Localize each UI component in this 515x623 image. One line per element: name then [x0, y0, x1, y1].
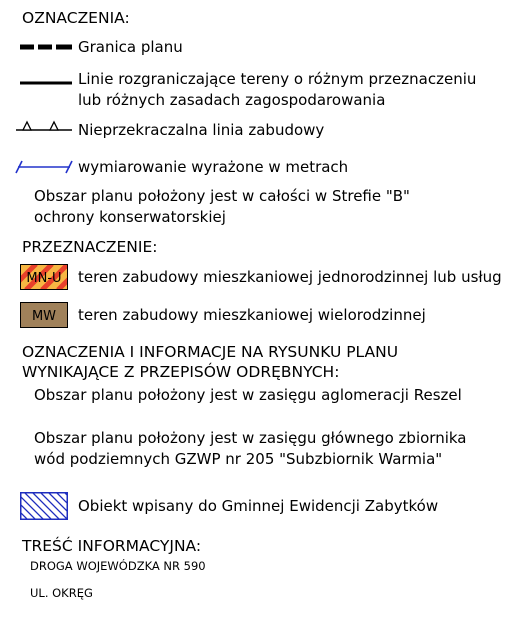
monument-hatch-symbol: [20, 492, 68, 520]
plan-boundary-label: Granica planu: [78, 38, 183, 56]
road-label: DROGA WOJEWÓDZKA NR 590: [30, 559, 206, 573]
mn-u-label: teren zabudowy mieszkaniowej jednorodzinnej lub usług: [78, 268, 502, 286]
plan-boundary-symbol: [18, 40, 74, 54]
dividing-lines-label-2: lub różnych zasadach zagospodarowania: [78, 91, 386, 109]
mn-u-swatch: [20, 264, 68, 290]
monument-label: Obiekt wpisany do Gminnej Ewidencji Zabytków: [78, 497, 439, 515]
conservation-zone-text-1: Obszar planu położony jest w całości w Strefie "B": [34, 187, 410, 205]
dimension-symbol: [14, 158, 74, 176]
mw-code: MW: [31, 309, 57, 324]
agglomeration-text: Obszar planu położony jest w zasięgu aglomeracji Reszel: [34, 386, 462, 404]
mw-swatch: [20, 302, 68, 328]
conservation-zone-text-2: ochrony konserwatorskiej: [34, 208, 226, 226]
aquifer-text-1: Obszar planu położony jest w zasięgu głównego zbiornika: [34, 429, 467, 447]
regulations-heading-2: WYNIKAJĄCE Z PRZEPISÓW ODRĘBNYCH:: [22, 363, 340, 381]
aquifer-text-2: wód podziemnych GZWP nr 205 "Subzbiornik Warmia": [34, 450, 443, 468]
dimension-label: wymiarowanie wyrażone w metrach: [78, 158, 349, 176]
dividing-lines-label-1: Linie rozgraniczające tereny o różnym przeznaczeniu: [78, 70, 477, 88]
mw-label: teren zabudowy mieszkaniowej wielorodzinnej: [78, 306, 426, 324]
legend-heading: OZNACZENIA:: [22, 9, 130, 27]
building-line-label: Nieprzekraczalna linia zabudowy: [78, 121, 325, 139]
mn-u-code: MN-U: [26, 271, 62, 286]
purpose-heading: PRZEZNACZENIE:: [22, 238, 158, 256]
info-heading: TREŚĆ INFORMACYJNA:: [22, 537, 202, 555]
street-label: UL. OKRĘG: [30, 586, 93, 600]
dividing-line-symbol: [18, 79, 74, 87]
regulations-heading-1: OZNACZENIA I INFORMACJE NA RYSUNKU PLANU: [22, 343, 399, 361]
building-line-symbol: [14, 116, 74, 134]
